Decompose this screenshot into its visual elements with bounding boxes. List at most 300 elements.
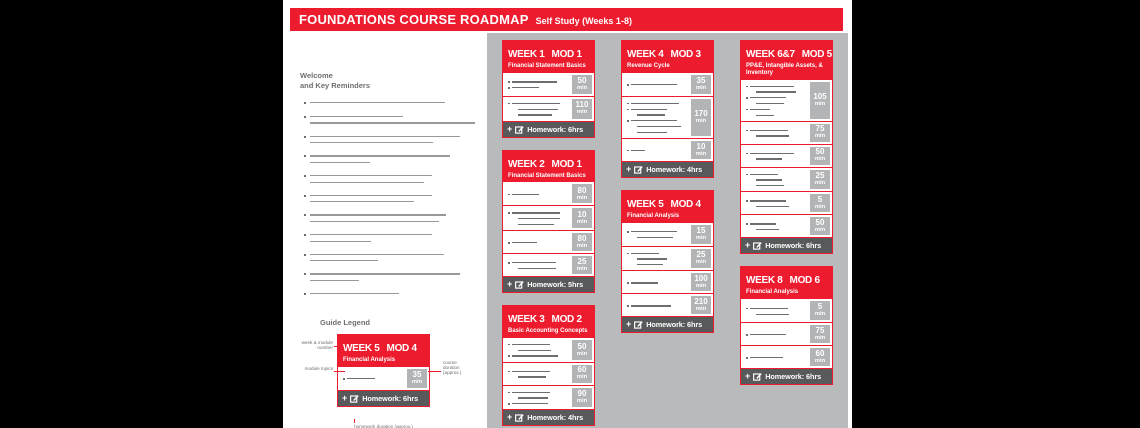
topic-line [750,153,794,154]
module-label: MOD 1 [551,49,582,60]
module-label: MOD 1 [551,158,582,170]
redacted-text-line [310,142,433,143]
redacted-text-line [310,136,460,137]
topic-line [750,200,786,201]
homework-footer [503,409,594,425]
topic-line [756,115,774,116]
card-header [741,41,832,80]
welcome-bullet-item [304,195,476,203]
topic-line [518,109,558,110]
card-header [503,41,594,73]
bullet-dot [304,116,306,118]
homework-label: Homework: 4hrs [527,413,584,423]
redacted-text-line [310,254,444,255]
topic-line [631,150,645,151]
duration-minutes: 60 [815,348,825,358]
card-title [508,154,591,172]
redacted-text-lines [310,273,476,281]
topic-row [503,253,594,276]
card-header [622,191,713,223]
duration-unit: min [695,306,707,313]
topic-line [631,103,679,104]
topic-row [741,322,832,345]
redacted-text-line [310,234,432,235]
welcome-bullet-item [304,116,476,124]
duration-minutes: 50 [577,341,587,351]
duration-minutes: 50 [577,76,587,86]
homework-footer [338,390,429,406]
duration-badge [810,124,830,142]
topic-lines [503,206,570,230]
topic-line [637,258,667,259]
legend-annotation-module-topics: module topics [304,366,333,371]
redacted-text-line [310,241,371,242]
homework-footer [503,276,594,292]
duration-badge [407,369,427,388]
homework-checkbox-pencil-icon [753,372,762,381]
topic-lines [503,182,570,205]
topic-line [637,264,663,265]
duration-unit: min [576,265,588,272]
legend-annotation-course-duration: course duration (approx.) [443,360,462,376]
topic-line [750,97,786,98]
topic-lines [503,254,570,276]
homework-checkbox-pencil-icon [634,320,643,329]
document-page [283,0,852,428]
duration-badge [572,365,592,383]
topic-row [741,144,832,167]
topic-lines [622,223,689,246]
topic-line [637,126,681,127]
roadmap-column-3 [740,40,833,397]
bullet-dot [304,136,306,138]
topic-line [518,268,556,269]
topic-line [756,103,784,104]
topic-row [622,293,713,316]
plus-icon: + [507,412,513,423]
topic-lines [622,271,689,293]
redacted-text-lines [310,102,476,104]
module-subject: Financial Statement Basics [508,63,586,69]
duration-badge [691,75,711,94]
week-card [740,266,833,385]
topic-line [631,282,658,283]
topic-line [512,103,560,104]
legend-annotation-homework-duration: homework duration (approx.) [354,423,413,428]
duration-badge [810,217,830,235]
duration-badge [572,208,592,228]
duration-badge [691,249,711,269]
bullet-dot [304,254,306,256]
page-subtitle: Self Study (Weeks 1-8) [535,16,632,26]
topic-row [503,96,594,121]
topic-lines [622,294,689,316]
week-label: WEEK 2 [508,158,545,170]
plus-icon: + [745,240,751,251]
topic-line [750,223,776,224]
topic-row [622,96,713,138]
welcome-bullet-item [304,102,476,104]
duration-minutes: 25 [815,171,825,181]
legend-connector-line [428,371,441,372]
homework-label: Homework: 6hrs [765,372,822,382]
homework-footer [503,121,594,137]
module-subject: Financial Statement Basics [508,172,586,179]
topic-row [741,191,832,214]
bullet-dot [304,102,306,104]
topic-lines [503,97,570,121]
topic-row [741,167,832,192]
week-label: WEEK 3 [508,314,545,326]
welcome-heading-line2: and Key Reminders [300,80,371,90]
topic-lines [338,367,405,390]
redacted-text-lines [310,136,476,144]
duration-minutes: 210 [694,297,708,307]
topic-line [518,224,554,225]
week-card [621,190,714,334]
duration-minutes: 10 [577,209,587,219]
topic-lines [503,231,570,253]
plus-icon: + [507,123,513,134]
topic-row [503,362,594,385]
duration-unit: min [695,118,707,125]
duration-unit: min [695,283,707,290]
redacted-text-line [310,175,432,176]
topic-line [750,130,788,131]
homework-footer [622,161,713,177]
topic-line [631,120,677,121]
topic-lines [503,73,570,96]
card-title [508,309,591,327]
topic-lines [741,80,808,121]
guide-legend-sample [337,334,430,428]
topic-row [622,270,713,293]
card-title [627,194,710,212]
redacted-text-line [310,155,450,156]
duration-badge [810,348,830,366]
duration-minutes: 80 [577,233,587,243]
topic-line [631,109,667,110]
module-label: MOD 5 [801,49,832,60]
duration-minutes: 35 [696,76,706,86]
topic-line [750,174,778,175]
duration-badge [572,75,592,94]
duration-unit: min [814,156,826,163]
bullet-dot [304,214,306,216]
topic-line [518,376,546,377]
week-card [502,305,595,426]
week-card [502,150,595,294]
duration-minutes: 170 [694,109,708,119]
duration-unit: min [814,204,826,211]
topic-row [741,214,832,237]
topic-lines [503,386,570,410]
topic-row [503,182,594,205]
welcome-heading [300,71,370,90]
bullet-dot [304,155,306,157]
card-title [343,338,426,356]
topic-line [637,114,665,115]
card-title [627,44,710,62]
homework-checkbox-pencil-icon [515,125,524,134]
card-title [508,44,591,62]
topic-line [756,179,782,180]
topic-line [750,357,783,358]
topic-row [338,367,429,390]
topic-lines [741,215,808,237]
topic-row [503,230,594,253]
homework-label: Homework: 4hrs [646,164,703,174]
card-title [746,44,832,62]
duration-badge [572,388,592,408]
homework-footer [741,368,832,384]
duration-unit: min [576,398,588,405]
week-card [621,40,714,178]
duration-badge [572,340,592,360]
week-label: WEEK 1 [508,49,545,60]
plus-icon: + [626,319,632,330]
redacted-text-lines [310,175,476,183]
module-label: MOD 4 [670,198,701,210]
redacted-text-line [310,102,445,103]
topic-line [631,84,677,85]
topic-line [631,253,659,254]
homework-footer [741,237,832,253]
module-label: MOD 6 [789,275,820,287]
homework-label: Homework: 5hrs [527,280,584,290]
duration-unit: min [576,350,588,357]
duration-minutes: 110 [575,100,589,110]
topic-line [512,355,558,356]
topic-lines [741,192,808,214]
week-label: WEEK 4 [627,49,664,60]
guide-legend-title: Guide Legend [320,318,371,327]
topic-row [622,223,713,246]
welcome-bullet-item [304,214,476,222]
topic-line [518,114,552,115]
redacted-text-lines [310,116,476,124]
homework-label: Homework: 6hrs [646,320,703,330]
topic-row [622,246,713,271]
module-label: MOD 3 [670,49,701,60]
duration-badge [810,325,830,343]
homework-footer [622,316,713,332]
duration-minutes: 100 [694,274,708,284]
card-header [622,41,713,73]
card-title [746,270,829,288]
module-subject: Financial Analysis [627,212,680,219]
duration-badge [810,82,830,119]
duration-minutes: 5 [817,195,823,205]
week-card [740,40,833,254]
homework-checkbox-pencil-icon [515,413,524,422]
welcome-bullet-item [304,155,476,163]
duration-unit: min [695,259,707,266]
topic-row [503,385,594,410]
duration-unit: min [814,133,826,140]
week-label: WEEK 8 [746,275,783,287]
duration-badge [810,170,830,190]
duration-badge [691,225,711,244]
topic-row [503,338,594,362]
roadmap-panel [487,33,848,428]
topic-row [741,121,832,144]
topic-row [741,80,832,121]
duration-badge [572,99,592,119]
duration-unit: min [814,334,826,341]
redacted-text-lines [310,234,476,242]
duration-unit: min [576,85,588,92]
duration-badge [691,141,711,159]
duration-minutes: 50 [815,218,825,228]
topic-line [756,158,782,159]
bullet-dot [304,273,306,275]
duration-minutes: 60 [577,365,587,375]
bullet-dot [304,175,306,177]
welcome-heading-line1: Welcome [300,71,333,80]
topic-line [750,308,788,309]
topic-line [518,218,560,219]
week-card [502,40,595,138]
topic-line [518,350,551,351]
welcome-bullet-item [304,293,476,295]
topic-line [347,378,375,379]
module-subject: PP&E, Intangible Assets, & Inventory [746,63,823,76]
roadmap-column-1 [502,40,595,428]
redacted-text-line [310,273,460,274]
topic-line [512,212,560,213]
card-header [503,306,594,338]
topic-line [756,185,784,186]
homework-checkbox-pencil-icon [350,394,359,403]
duration-minutes: 15 [696,225,706,235]
topic-line [512,194,539,195]
duration-unit: min [695,234,707,241]
topic-line [750,109,770,110]
homework-checkbox-pencil-icon [634,165,643,174]
redacted-text-lines [310,214,476,222]
redacted-text-line [310,293,399,294]
welcome-bullet-item [304,254,476,262]
topic-lines [741,299,808,322]
redacted-text-line [310,280,359,281]
duration-unit: min [814,227,826,234]
redacted-text-lines [310,195,476,203]
redacted-text-lines [310,254,476,262]
duration-minutes: 75 [815,325,825,335]
week-label: WEEK 6&7 [746,49,795,60]
duration-unit: min [411,379,423,386]
topic-line [637,237,673,238]
duration-badge [572,233,592,251]
topic-line [512,403,548,404]
topic-line [756,91,796,92]
plus-icon: + [342,392,348,403]
legend-annotation-week-module: week & module number [301,340,333,351]
topic-line [756,135,789,136]
topic-row [741,345,832,368]
topic-line [756,314,789,315]
redacted-text-line [310,201,414,202]
plus-icon: + [507,279,513,290]
topic-line [512,392,550,393]
duration-unit: min [814,180,826,187]
redacted-text-line [310,260,378,261]
duration-unit: min [576,374,588,381]
card-header [503,151,594,183]
welcome-bullet-item [304,175,476,183]
topic-lines [622,139,689,161]
topic-lines [622,247,689,271]
duration-badge [691,99,711,136]
topic-line [631,231,677,232]
duration-minutes: 80 [577,185,587,195]
module-label: MOD 2 [551,314,582,326]
plus-icon: + [626,163,632,174]
topic-lines [741,323,808,345]
topic-row [741,299,832,322]
homework-checkbox-pencil-icon [753,241,762,250]
week-card [337,334,430,407]
topic-line [756,206,789,207]
duration-unit: min [814,311,826,318]
duration-unit: min [576,194,588,201]
duration-minutes: 90 [577,389,587,399]
duration-badge [810,194,830,212]
duration-minutes: 25 [577,256,587,266]
redacted-text-line [310,182,424,183]
duration-badge [691,273,711,291]
duration-badge [572,256,592,274]
module-subject: Basic Accounting Concepts [508,328,588,335]
topic-lines [741,122,808,144]
card-header [741,267,832,299]
duration-minutes: 75 [815,124,825,134]
topic-lines [741,145,808,167]
duration-unit: min [814,100,826,107]
topic-row [503,205,594,230]
legend-connector-line [334,371,345,372]
module-subject: Revenue Cycle [627,63,670,69]
topic-line [512,344,550,345]
topic-row [622,73,713,96]
duration-unit: min [576,218,588,225]
topic-line [756,229,779,230]
duration-minutes: 50 [815,147,825,157]
topic-row [622,138,713,161]
duration-badge [810,301,830,320]
topic-lines [741,168,808,192]
plus-icon: + [745,371,751,382]
module-label: MOD 4 [386,343,417,354]
redacted-text-line [310,195,432,196]
topic-row [503,73,594,96]
card-header [338,335,429,367]
homework-label: Homework: 6hrs [765,241,822,251]
redacted-text-line [310,122,475,123]
topic-line [512,371,550,372]
page-title: FOUNDATIONS COURSE ROADMAP [299,12,529,27]
duration-minutes: 10 [696,141,706,151]
homework-label: Homework: 6hrs [527,124,584,134]
topic-lines [741,346,808,368]
duration-badge [572,184,592,203]
homework-checkbox-pencil-icon [515,280,524,289]
topic-lines [622,73,689,96]
redacted-text-line [310,116,403,117]
bullet-dot [304,293,306,295]
title-banner [290,8,843,31]
